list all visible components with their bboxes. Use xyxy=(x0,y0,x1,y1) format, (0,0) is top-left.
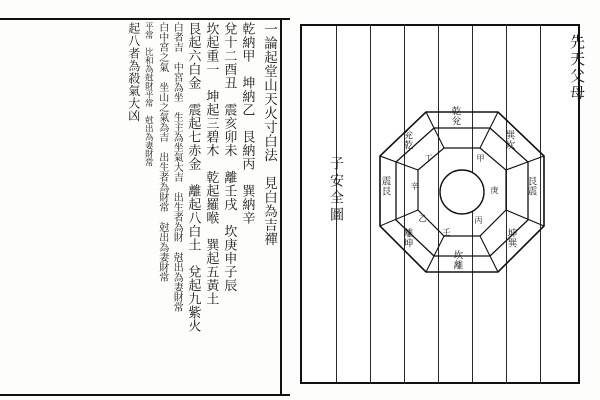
center-circle xyxy=(440,170,484,214)
bagua-sector-e: 艮震 xyxy=(525,176,537,196)
diagram-caption: 子安全圖 xyxy=(328,156,344,224)
bagua-inner-mark-3: 丙 xyxy=(474,216,483,224)
text-column-7: 白中宮之氣 坐山之氣為吉 出生者為財常 尅出為妻財常 xyxy=(156,22,168,282)
bagua-sector-w: 震艮 xyxy=(379,176,391,196)
text-column-9: 起八者為殺氣大凶 xyxy=(126,22,141,122)
leaf-top-rule xyxy=(0,18,290,20)
bagua-sector-top: 乾兊 xyxy=(449,106,461,126)
diagram-frame xyxy=(300,24,580,384)
bagua-sector-se: 坤巽 xyxy=(505,228,517,248)
text-column-5: 艮起六白金 震起七赤金 離起八白土 兌起九紫火 xyxy=(185,22,201,333)
bagua-inner-mark-6: 辛 xyxy=(410,182,419,190)
bagua-octagon-figure xyxy=(364,104,560,290)
text-column-1: 一論起堂山天火寸白法 見白為吉禪 xyxy=(261,22,277,246)
text-column-2: 乾納甲 坤納乙 艮納丙 巽納辛 xyxy=(239,22,255,225)
left-text-leaf xyxy=(0,0,290,400)
text-column-4: 坎起重一 坤起三碧木 乾起羅喉 巽起五黃土 xyxy=(203,22,219,306)
leaf-bottom-rule xyxy=(0,394,290,396)
bagua-sector-nw: 兊乾 xyxy=(401,130,413,150)
bagua-inner-mark-2: 庚 xyxy=(490,186,499,194)
bagua-inner-mark-7: 丁 xyxy=(424,154,433,162)
text-column-6: 白者吉 中宮為坐 生主為坐氣大吉 出生者為財 尅出為妻財常 xyxy=(171,22,183,312)
bagua-sector-sw: 離坤 xyxy=(401,228,413,248)
leaf-center-rule xyxy=(280,18,282,396)
right-diagram-leaf xyxy=(292,0,600,400)
text-column-8: 平常 比和為尅財平常 尅出為妻財常 xyxy=(143,22,154,167)
diagram-title: 先天父母 xyxy=(568,34,586,102)
bagua-inner-mark-4: 壬 xyxy=(442,228,451,236)
bagua-sector-s: 坎離 xyxy=(451,250,463,270)
bagua-inner-mark-5: 乙 xyxy=(418,214,427,222)
bagua-inner-mark-1: 甲 xyxy=(476,154,485,162)
text-column-3: 兌十二酉丑 震亥卯未 離壬戌 坎庚申子辰 xyxy=(221,22,237,292)
bagua-sector-ne: 巽坎 xyxy=(503,130,515,150)
text-column-group xyxy=(0,22,278,392)
